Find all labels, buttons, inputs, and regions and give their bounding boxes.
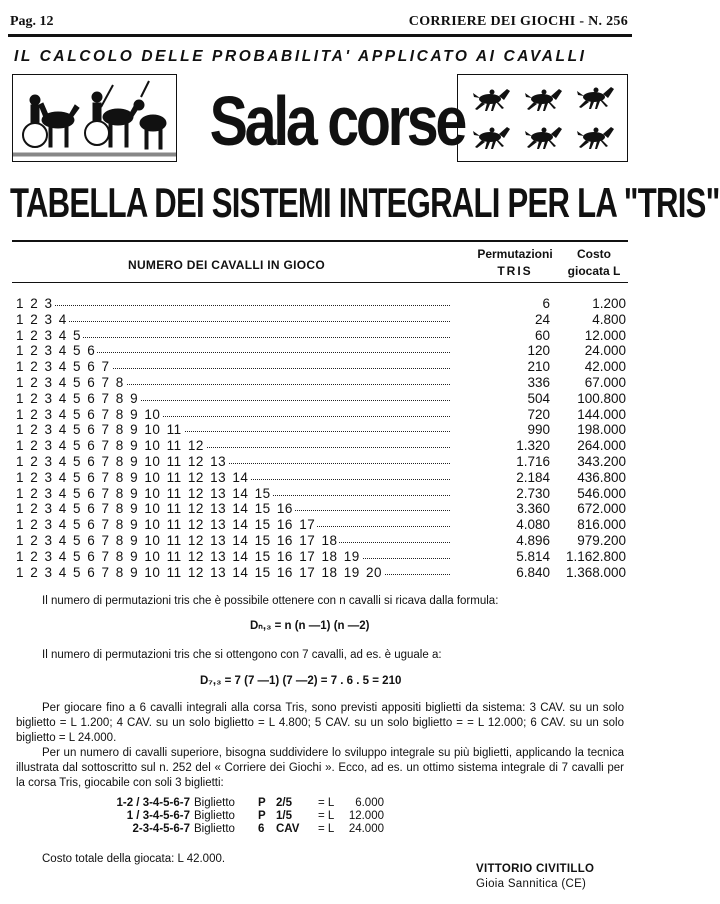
paragraph-formula-intro: Il numero di permutazioni tris che è possibile ottenere con n cavalli si ricava dalla formula: [42,595,499,607]
cost-cell: 42.000 [584,359,626,375]
section-title: Sala corse [209,82,464,160]
cost-cell: 979.200 [577,532,626,548]
cost-cell: 24.000 [584,343,626,359]
horses-cell: 1 2 3 4 5 6 [16,343,96,359]
ticket-combo: 1 / 3-4-5-6-7 [126,810,190,822]
col-header-permutations-line1: Permutazioni [477,247,553,261]
col-header-cost-line2: giocata L [567,264,621,278]
table-row [0,533,640,549]
horses-cell: 1 2 3 4 5 6 7 8 9 10 11 12 13 14 15 16 17 [16,517,316,533]
perm-cell: 5.814 [516,548,550,564]
ticket-list [80,797,384,836]
perm-cell: 720 [527,406,550,422]
table-row [0,328,640,344]
perm-cell: 60 [534,327,550,343]
perm-cell: 1.320 [516,438,550,454]
table-row [0,407,640,423]
dot-leader [16,305,450,306]
table-row [0,343,640,359]
col-header-horses: NUMERO DEI CAVALLI IN GIOCO [128,258,325,272]
table-row [0,565,640,581]
horses-cell: 1 2 3 4 5 6 7 8 9 10 11 12 13 14 15 16 [16,501,293,517]
header-rule [8,34,632,37]
paragraph-system: Per un numero di cavalli superiore, bisogna suddividere lo sviluppo integrale su più biglietti, applicando la tecnica illustrata dal sottoscritto sul n. 252 del « Corriere dei Giochi ». Ecco, ad es. un ottimo sistema integrale di 7 cavalli per la corsa Tris, giocabile con soli 3 biglietti: [16,747,624,789]
ticket-amount: 12.000 [348,810,384,822]
cost-cell: 816.000 [577,517,626,533]
cost-cell: 672.000 [577,501,626,517]
dot-leader [16,321,450,322]
horses-cell: 1 2 3 4 5 6 7 8 9 10 11 12 13 14 15 16 17 18 19 20 [16,564,383,580]
table-row [0,375,640,391]
ticket-combo: 1-2 / 3-4-5-6-7 [116,797,190,809]
cost-cell: 436.800 [577,469,626,485]
horses-cell: 1 2 3 4 5 6 7 8 9 10 11 [16,422,182,438]
ticket-ratio: 2/5 [276,797,292,809]
ticket-type: P [258,797,266,809]
table-row [0,296,640,312]
table-row [0,470,640,486]
ticket-amount: 24.000 [348,823,384,835]
cost-cell: 198.000 [577,422,626,438]
table-header-rule [12,282,628,283]
cost-cell: 100.800 [577,390,626,406]
horses-cell: 1 2 3 [16,296,53,311]
perm-cell: 24 [534,311,550,327]
perm-cell: 504 [527,390,550,406]
paragraph-tickets: Per giocare fino a 6 cavalli integrali alla corsa Tris, sono previsti appositi biglietti da sistema: 3 CAV. su un solo biglietto = L 1.200; 4 CAV. su un solo biglietto = L 4.800; 5 CAV. su un solo biglietto = = L 12.000; 6 CAV. su un solo biglietto = L 24.000. [16,702,624,744]
ticket-row [80,797,384,810]
table-row [0,517,640,533]
col-header-permutations [474,247,556,279]
horses-cell: 1 2 3 4 5 6 7 8 [16,374,124,390]
horses-cell: 1 2 3 4 5 6 7 8 9 10 11 12 13 [16,453,227,469]
ticket-eq: = L [318,797,335,809]
horses-cell: 1 2 3 4 5 6 7 8 9 10 11 12 [16,438,204,454]
horses-cell: 1 2 3 4 5 6 7 [16,359,110,375]
perm-cell: 2.730 [516,485,550,501]
horses-cell: 1 2 3 4 [16,311,67,327]
ticket-word: Biglietto [194,810,235,822]
cost-cell: 4.800 [592,311,626,327]
col-header-permutations-line2: TRIS [497,264,533,278]
perm-cell: 3.360 [516,501,550,517]
formula-general: Dₙ,₃ = n (n —1) (n —2) [250,620,370,632]
horses-cell: 1 2 3 4 5 6 7 8 9 10 11 12 13 14 15 [16,485,271,501]
horses-cell: 1 2 3 4 5 6 7 8 9 10 11 12 13 14 [16,469,249,485]
perm-cell: 6 [542,296,550,311]
table-row [0,438,640,454]
article-title: TABELLA DEI SISTEMI INTEGRALI PER LA "TRIS" [10,179,720,226]
perm-cell: 990 [527,422,550,438]
cost-cell: 264.000 [577,438,626,454]
perm-cell: 210 [527,359,550,375]
col-header-cost-line1: Costo [577,247,611,261]
horses-cell: 1 2 3 4 5 6 7 8 9 10 11 12 13 14 15 16 17 18 [16,532,338,548]
cost-cell: 12.000 [584,327,626,343]
col-header-cost [562,247,626,279]
table-row [0,486,640,502]
table-row [0,359,640,375]
ticket-type: P [258,810,266,822]
ticket-amount: 6.000 [355,797,384,809]
table-row [0,549,640,565]
table-row [0,501,640,517]
author-name: VITTORIO CIVITILLO [476,863,595,875]
perm-cell: 4.896 [516,532,550,548]
ticket-eq: = L [318,810,335,822]
perm-cell: 2.184 [516,469,550,485]
kicker-title: IL CALCOLO DELLE PROBABILITA' APPLICATO AI CAVALLI [14,48,587,65]
table-row [0,312,640,328]
formula-example: D₇,₃ = 7 (7 —1) (7 —2) = 7 . 6 . 5 = 210 [200,675,402,687]
cost-cell: 343.200 [577,453,626,469]
ticket-type: 6 [258,823,265,835]
ticket-ratio: 1/5 [276,810,292,822]
table-row [0,391,640,407]
table-row [0,454,640,470]
ticket-eq: = L [318,823,335,835]
systems-table [0,296,640,580]
horses-cell: 1 2 3 4 5 6 7 8 9 10 [16,406,161,422]
ticket-word: Biglietto [194,797,235,809]
ticket-ratio: CAV [276,823,300,835]
cost-cell: 1.200 [592,296,626,311]
perm-cell: 1.716 [516,453,550,469]
cost-cell: 1.368.000 [565,564,626,580]
chariot-illustration [12,74,177,162]
publication-name: CORRIERE DEI GIOCHI - N. 256 [408,14,628,29]
ticket-combo: 2-3-4-5-6-7 [132,823,190,835]
page-header [10,14,628,32]
ticket-word: Biglietto [194,823,235,835]
ticket-row [80,810,384,823]
cost-cell: 546.000 [577,485,626,501]
ticket-row [80,823,384,836]
cost-cell: 67.000 [584,374,626,390]
horses-cell: 1 2 3 4 5 [16,327,82,343]
horses-illustration [457,74,628,162]
horses-cell: 1 2 3 4 5 6 7 8 9 10 11 12 13 14 15 16 17 18 19 [16,548,360,564]
author-place: Gioia Sannitica (CE) [476,878,587,890]
perm-cell: 6.840 [516,564,550,580]
table-row [0,422,640,438]
perm-cell: 120 [527,343,550,359]
page-number: Pag. 12 [10,14,54,29]
perm-cell: 336 [527,374,550,390]
perm-cell: 4.080 [516,517,550,533]
total-cost: Costo totale della giocata: L 42.000. [42,853,226,865]
paragraph-example-intro: Il numero di permutazioni tris che si ottengono con 7 cavalli, ad es. è uguale a: [42,649,442,661]
horses-cell: 1 2 3 4 5 6 7 8 9 [16,390,139,406]
table-top-rule [12,240,628,242]
cost-cell: 1.162.800 [565,548,626,564]
cost-cell: 144.000 [577,406,626,422]
